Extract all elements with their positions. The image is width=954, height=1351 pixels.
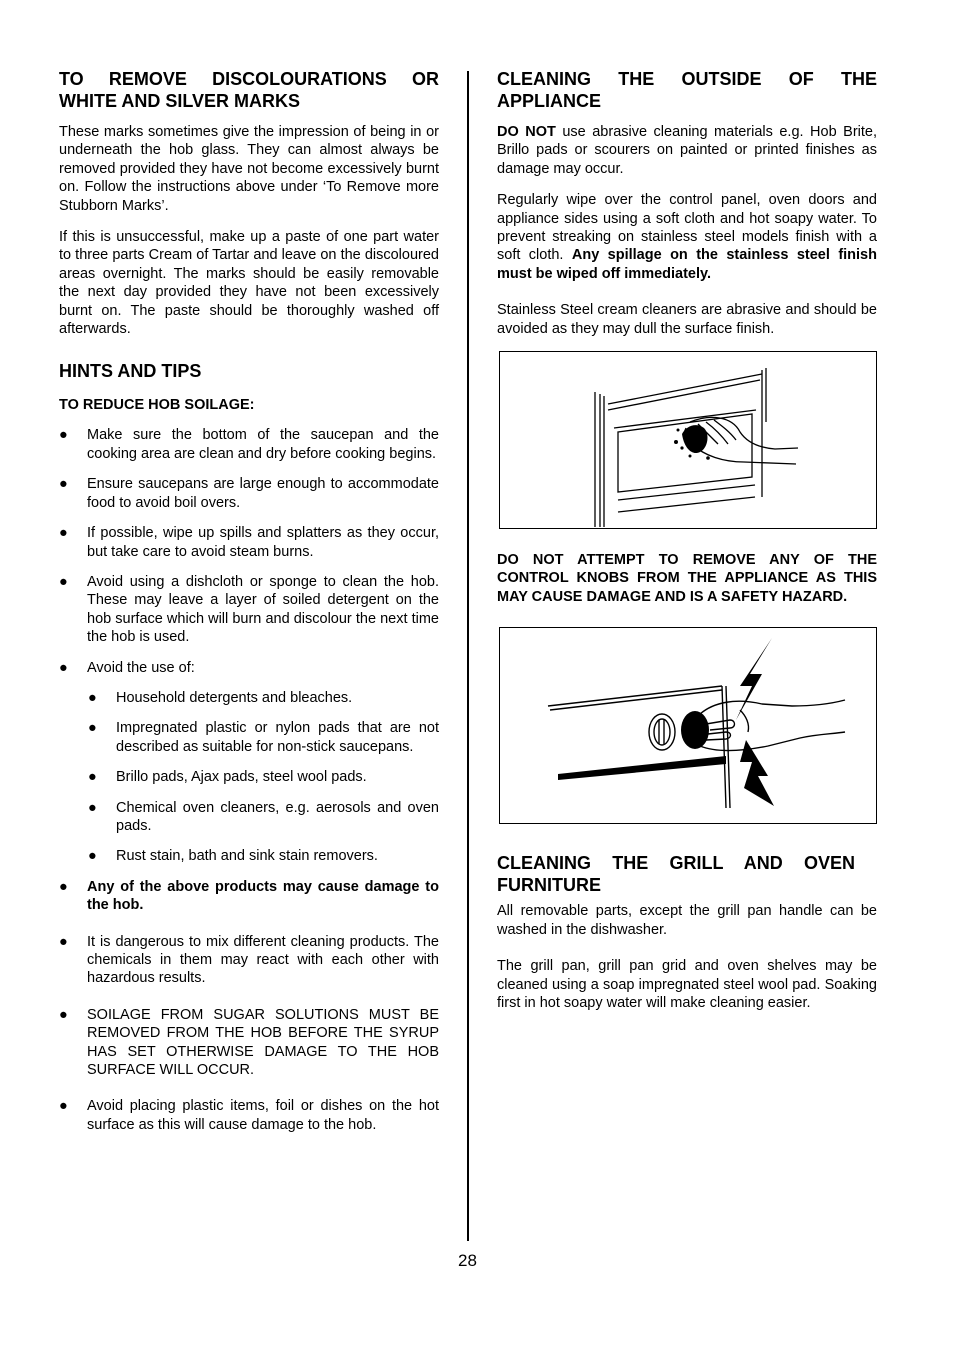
bullet-icon: ● xyxy=(88,799,97,816)
list-item: ● Ensure saucepans are large enough to accommodate food to avoid boil overs. xyxy=(59,476,439,511)
sub-list-item: ● Impregnated plastic or nylon pads that are not described as suitable for non-stick saucepans. xyxy=(88,720,439,755)
bullet-icon: ● xyxy=(59,427,68,444)
paragraph: Stainless Steel cream cleaners are abrasive and should be avoided as they may dull the surface finish. xyxy=(497,302,877,337)
list-item: ● Avoid the use of: xyxy=(59,659,195,676)
list-item: ● It is dangerous to mix different cleaning products. The chemicals in them may react with each other with hazardous results. xyxy=(59,933,439,987)
paragraph: The grill pan, grill pan grid and oven shelves may be cleaned using a soap impregnated steel wool pad. Soaking first in hot soapy water will make cleaning easier. xyxy=(497,958,877,1011)
bullet-icon: ● xyxy=(59,1098,68,1115)
illustration-control-knob-hazard xyxy=(499,627,877,824)
bullet-icon: ● xyxy=(59,573,68,590)
bullet-icon: ● xyxy=(59,476,68,493)
bullet-icon: ● xyxy=(59,525,68,542)
bullet-icon: ● xyxy=(59,878,68,895)
paragraph: If this is unsuccessful, make up a paste of one part water to three parts Cream of Tartar and leave on the discoloured areas overnight. The marks should be easily removable the next day provided they have not been excessively burnt on. The paste should be thoroughly washed off afterwards. xyxy=(59,229,439,338)
list-item: ● Avoid placing plastic items, foil or dishes on the hot surface as this will cause damage to the hob. xyxy=(59,1098,439,1133)
list-item: ● If possible, wipe up spills and splatters as they occur, but take care to avoid steam burns. xyxy=(59,525,439,560)
paragraph: Regularly wipe over the control panel, oven doors and appliance sides using a soft cloth and hot soapy water. To prevent streaking on stainless steel models finish with a soft cloth. Any spillage on the stainless steel finish must be wiped off immediately. xyxy=(497,192,877,282)
bullet-icon: ● xyxy=(59,933,68,950)
section-title-discolourations: TO REMOVE DISCOLOURATIONS OR WHITE AND SILVER MARKS xyxy=(59,69,439,111)
illustration-wiping-oven-door xyxy=(499,351,877,529)
sub-list-item: ● Chemical oven cleaners, e.g. aerosols and oven pads. xyxy=(88,799,439,834)
bullet-icon: ● xyxy=(59,659,68,676)
hints-list xyxy=(59,426,439,1134)
bullet-icon: ● xyxy=(88,769,97,786)
section-title-cleaning-grill: CLEANING THE GRILL AND OVEN FURNITURE xyxy=(497,853,855,896)
right-column xyxy=(497,68,877,1025)
section-title-cleaning-outside: CLEANING THE OUTSIDE OF THE APPLIANCE xyxy=(497,69,877,111)
bullet-icon: ● xyxy=(88,689,97,706)
sub-list-item: ● Household detergents and bleaches. xyxy=(88,689,353,706)
page-number: 28 xyxy=(458,1251,477,1270)
bullet-icon: ● xyxy=(88,720,97,737)
sub-list-item: ● Rust stain, bath and sink stain removers. xyxy=(88,848,378,865)
bullet-icon: ● xyxy=(88,848,97,865)
paragraph: DO NOT use abrasive cleaning materials e.g. Hob Brite, Brillo pads or scourers on painted or printed finishes as damage may occur. xyxy=(497,124,877,177)
sub-list-item: ● Brillo pads, Ajax pads, steel wool pads. xyxy=(88,769,367,786)
bullet-icon: ● xyxy=(59,1006,68,1023)
left-column xyxy=(59,68,439,1146)
section-title-hints-and-tips: HINTS AND TIPS xyxy=(59,361,202,382)
warning-control-knobs: DO NOT ATTEMPT TO REMOVE ANY OF THE CONTROL KNOBS FROM THE APPLIANCE AS THIS MAY CAUSE DAMAGE AND IS A SAFETY HAZARD. xyxy=(497,552,877,605)
paragraph: These marks sometimes give the impression of being in or underneath the hob glass. They can almost always be removed provided they have not become excessively burnt on. Follow the instructions above under ‘To Remove more Stubborn Marks’. xyxy=(59,124,439,214)
list-item-warning: ● Any of the above products may cause damage to the hob. xyxy=(59,878,439,914)
subsection-title-hob-soilage: TO REDUCE HOB SOILAGE: xyxy=(59,397,255,414)
list-item: ● Avoid using a dishcloth or sponge to clean the hob. These may leave a layer of soiled detergent on the hob surface which will burn and discolour the next time the hob is used. xyxy=(59,573,439,646)
list-item: ● SOILAGE FROM SUGAR SOLUTIONS MUST BE REMOVED FROM THE HOB BEFORE THE SYRUP HAS SET OTHERWISE DAMAGE TO THE HOB SURFACE WILL OCCUR. xyxy=(59,1006,439,1079)
paragraph: All removable parts, except the grill pan handle can be washed in the dishwasher. xyxy=(497,903,877,938)
list-item: ● Make sure the bottom of the saucepan and the cooking area are clean and dry before cooking begins. xyxy=(59,427,439,462)
column-divider xyxy=(467,71,469,1241)
